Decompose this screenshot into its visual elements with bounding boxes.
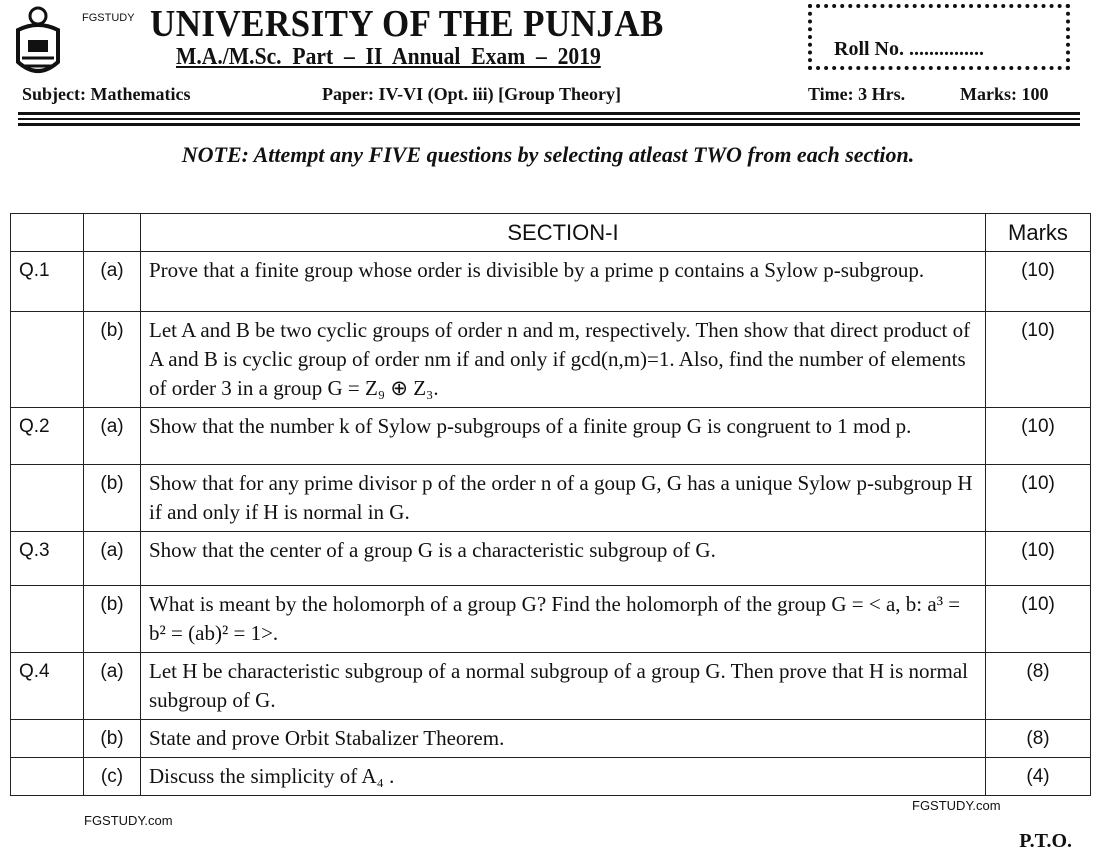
paper: Paper: IV-VI (Opt. iii) [Group Theory] xyxy=(322,84,621,104)
watermark-right: FGSTUDY.com xyxy=(912,798,1001,813)
table-row: Q.3 (a) Show that the center of a group G is a characteristic subgroup of G. (10) xyxy=(11,532,1091,586)
table-row: Q.4 (a) Let H be characteristic subgroup of a normal subgroup of a group G. Then prove that H is normal subgroup of G. (8) xyxy=(11,653,1091,720)
divider xyxy=(18,123,1080,126)
table-row: (b) Let A and B be two cyclic groups of order n and m, respectively. Then show that direct product of A and B is cyclic group of order nm if and only if gcd(n,m)=1. Also, find the number of elements of order 3 in a group G = Z₉ ⊕ Z₃. (10) xyxy=(11,312,1091,408)
table-row: (b) State and prove Orbit Stabalizer Theorem. (8) xyxy=(11,720,1091,758)
exam-title: M.A./M.Sc. Part – II Annual Exam – 2019 xyxy=(176,44,601,70)
university-title: UNIVERSITY OF THE PUNJAB xyxy=(150,3,664,45)
watermark: FGSTUDY xyxy=(82,12,135,24)
table-row: (b) Show that for any prime divisor p of the order n of a goup G, G has a unique Sylow p-subgroup H if and only if H is normal in G. (10) xyxy=(11,465,1091,532)
divider xyxy=(18,118,1080,120)
page-turn-note: P.T.O. xyxy=(1019,830,1072,852)
table-row: Q.2 (a) Show that the number k of Sylow p-subgroups of a finite group G is congruent to 1 mod p. (10) xyxy=(11,408,1091,465)
table-row: (b) What is meant by the holomorph of a group G? Find the holomorph of the group G = < a, b: a³ = b² = (ab)² = 1>. (10) xyxy=(11,586,1091,653)
table-row: Q.1 (a) Prove that a finite group whose order is divisible by a prime p contains a Sylow p-subgroup. (10) xyxy=(11,252,1091,312)
roll-number-box xyxy=(808,4,1070,70)
instructions-note: NOTE: Attempt any FIVE questions by selecting atleast TWO from each section. xyxy=(181,142,915,167)
roll-number-label: Roll No. ............... xyxy=(834,38,984,60)
watermark-left: FGSTUDY.com xyxy=(84,813,173,828)
questions-table xyxy=(10,213,1091,796)
table-header xyxy=(11,214,1091,252)
marks-heading: Marks xyxy=(986,214,1091,252)
time: Time: 3 Hrs. xyxy=(808,84,906,104)
subject: Subject: Mathematics xyxy=(22,84,191,104)
table-row: (c) Discuss the simplicity of A₄ . (4) xyxy=(11,758,1091,796)
total-marks: Marks: 100 xyxy=(960,84,1049,104)
university-crest-logo xyxy=(14,6,62,80)
section-heading: SECTION-I xyxy=(141,214,986,252)
divider xyxy=(18,112,1080,115)
